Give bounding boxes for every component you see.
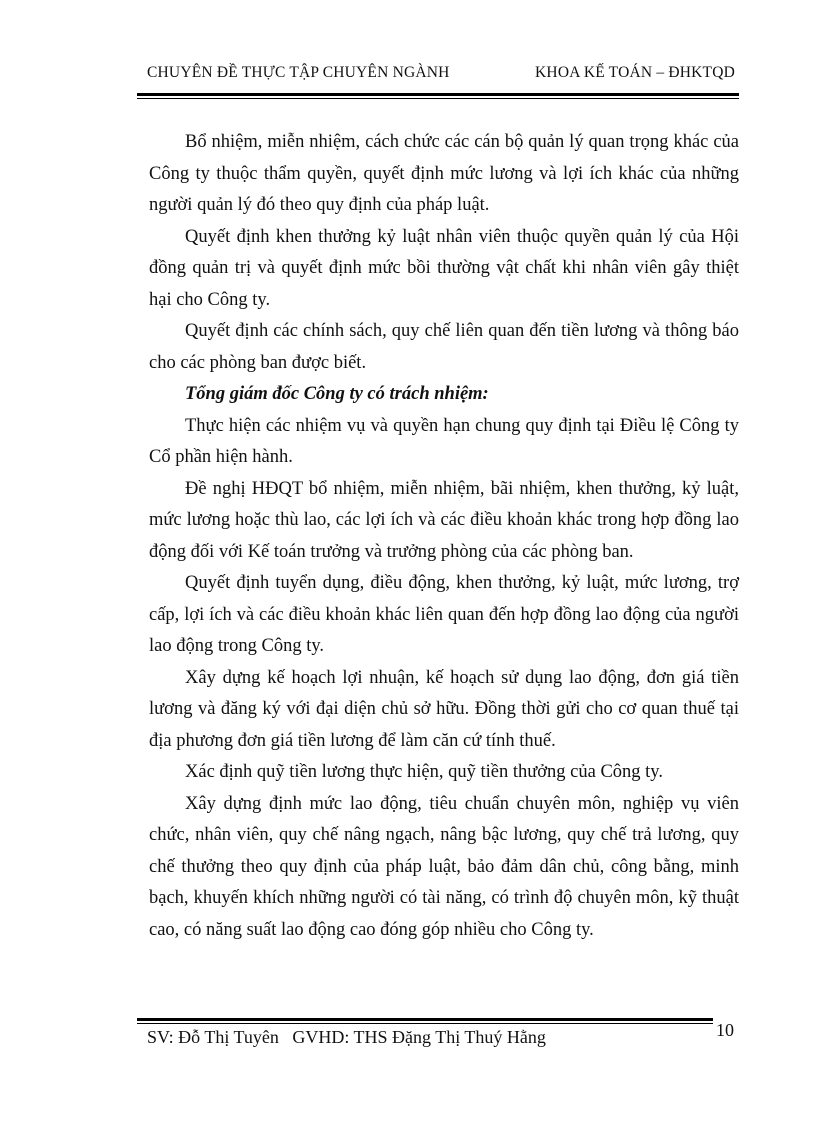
section-heading: Tổng giám đốc Công ty có trách nhiệm: bbox=[185, 384, 489, 404]
paragraph: Xây dựng kế hoạch lợi nhuận, kế hoạch sử dụng lao động, đơn giá tiền lương và đăng ký với đại diện chủ sở hữu. Đồng thời gửi cho cơ quan thuế tại địa phương đơn giá tiền lương để làm căn cứ tính thuế. bbox=[149, 667, 739, 751]
header-title-right: KHOA KẾ TOÁN – ĐHKTQD bbox=[535, 64, 735, 81]
paragraph: Xác định quỹ tiền lương thực hiện, quỹ tiền thưởng của Công ty. bbox=[185, 762, 663, 782]
page-header bbox=[137, 64, 739, 92]
paragraph: Đề nghị HĐQT bổ nhiệm, miễn nhiệm, bãi nhiệm, khen thưởng, kỷ luật, mức lương hoặc thù lao, các lợi ích và các điều khoản khác trong hợp đồng lao động đối với Kế toán trưởng và trưởng phòng của các phòng ban. bbox=[149, 478, 739, 562]
paragraph: Quyết định khen thưởng kỷ luật nhân viên thuộc quyền quản lý của Hội đồng quản trị và quyết định mức bồi thường vật chất khi nhân viên gây thiệt hại cho Công ty. bbox=[149, 226, 739, 310]
footer-divider-thin bbox=[137, 1023, 713, 1024]
paragraph: Quyết định các chính sách, quy chế liên quan đến tiền lương và thông báo cho các phòng ban được biết. bbox=[149, 321, 739, 373]
header-divider bbox=[137, 93, 739, 96]
body-text bbox=[149, 127, 739, 946]
paragraph: Quyết định tuyển dụng, điều động, khen thưởng, kỷ luật, mức lương, trợ cấp, lợi ích và các điều khoản khác liên quan đến hợp đồng lao động của người lao động trong Công ty. bbox=[149, 573, 739, 656]
paragraph: Xây dựng định mức lao động, tiêu chuẩn chuyên môn, nghiệp vụ viên chức, nhân viên, quy chế nâng ngạch, nâng bậc lương, quy chế trả lương, quy chế thưởng theo quy định của pháp luật, bảo đảm dân chủ, công bằng, minh bạch, khuyến khích những người có tài năng, có trình độ chuyên môn, kỹ thuật cao, có năng suất lao động cao đóng góp nhiều cho Công ty. bbox=[149, 793, 739, 940]
paragraph: Thực hiện các nhiệm vụ và quyền hạn chung quy định tại Điều lệ Công ty Cổ phần hiện hành. bbox=[149, 415, 739, 467]
header-divider-thin bbox=[137, 98, 739, 99]
footer-divider bbox=[137, 1018, 713, 1021]
header-title-left: CHUYÊN ĐỀ THỰC TẬP CHUYÊN NGÀNH bbox=[147, 64, 450, 81]
page-number: 10 bbox=[716, 1020, 734, 1040]
paragraph: Bổ nhiệm, miễn nhiệm, cách chức các cán bộ quản lý quan trọng khác của Công ty thuộc thẩm quyền, quyết định mức lương và lợi ích khác của những người quản lý đó theo quy định của pháp luật. bbox=[149, 132, 739, 215]
footer-author-info: SV: Đỗ Thị Tuyên GVHD: THS Đặng Thị Thuý Hằng bbox=[147, 1027, 546, 1047]
